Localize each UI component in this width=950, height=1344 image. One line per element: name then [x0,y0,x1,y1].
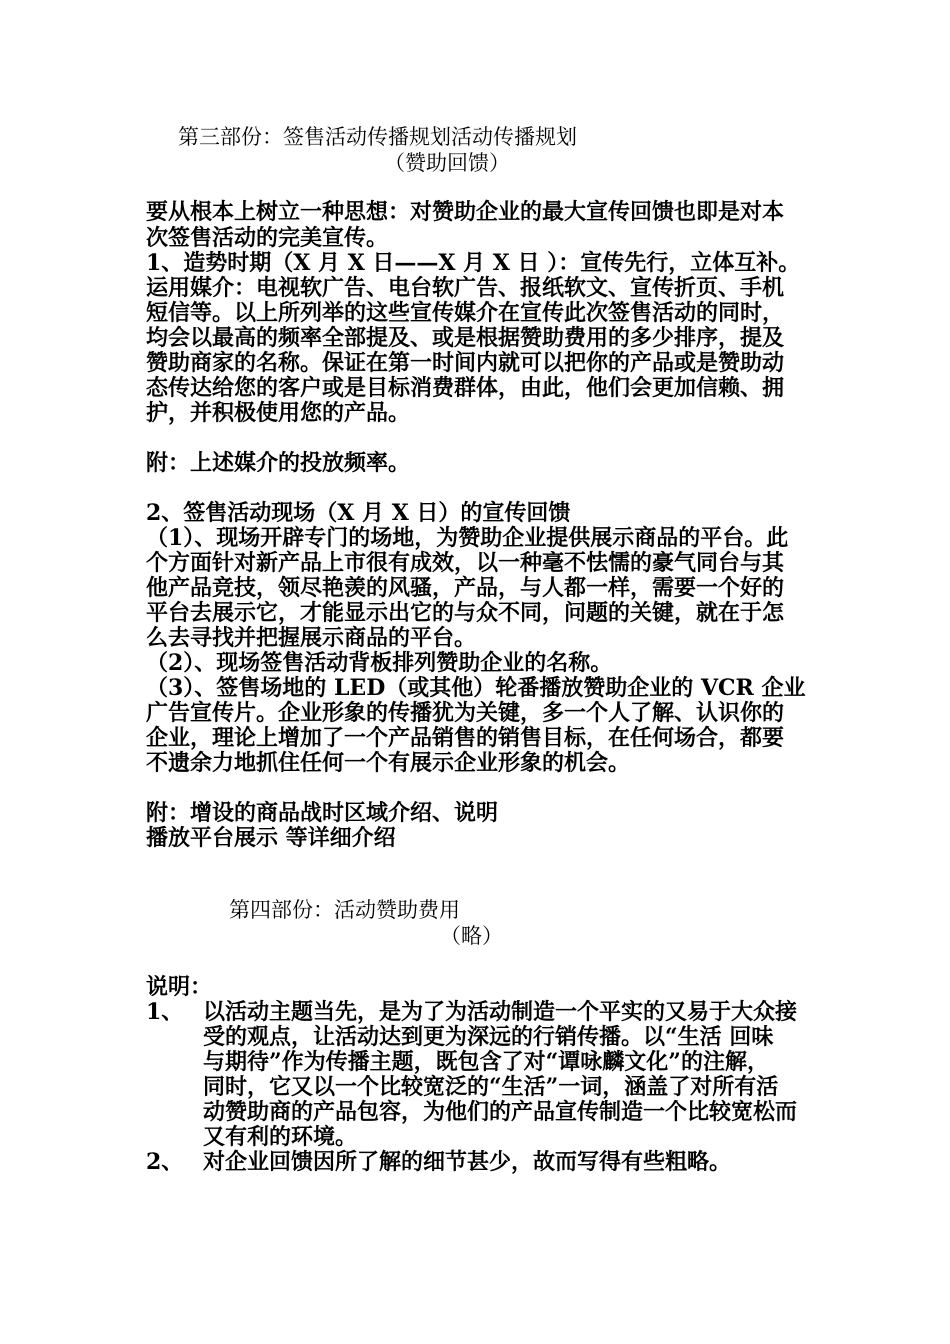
body-line: 1、造势时期（X 月 X 日——X 月 X 日 ）：宣传先行，立体互补。 [146,250,801,276]
body-line: 态传达给您的客户或是目标消费群体，由此，他们会更加信赖、拥 [146,375,785,401]
body-line: （1）、现场开辟专门的场地，为赞助企业提供展示商品的平台。此 [146,525,789,551]
body-line: 次签售活动的完美宣传。 [146,225,389,251]
list-item-line: 对企业回馈因所了解的细节甚少，故而写得有些粗略。 [203,1149,732,1175]
body-line: 运用媒介：电视软广告、电台软广告、报纸软文、宣传折页、手机 [146,275,785,301]
body-line: 不遗余力地抓住任何一个有展示企业形象的机会。 [146,750,631,776]
part4-title: 第四部份：活动赞助费用 [229,898,460,922]
note-label: 说明： [146,974,213,1000]
body-line: 企业，理论上增加了一个产品销售的销售目标，在任何场合，都要 [146,725,785,751]
body-line: 赞助商家的名称。保证在第一时间内就可以把你的产品或是赞助动 [146,350,785,376]
body-line: 要从根本上树立一种思想：对赞助企业的最大宣传回馈也即是对本 [146,199,785,225]
body-line: 2、签售活动现场（X 月 X 日）的宣传回馈 [146,500,571,526]
body-line: 么去寻找并把握展示商品的平台。 [146,625,477,651]
body-line: （3）、签售场地的 LED（或其他）轮番播放赞助企业的 VCR 企业 [146,675,806,701]
list-item-line: 与期待”作为传播主题，既包含了对“谭咏麟文化”的注解， [203,1049,769,1075]
list-item-number: 2、 [146,1149,184,1175]
part3-title: 第三部份：签售活动传播规划活动传播规划 [178,125,577,149]
list-item-line: 同时，它又以一个比较宽泛的“生活”一词，涵盖了对所有活 [203,1074,779,1100]
list-item-number: 1、 [146,999,184,1025]
body-line: 短信等。以上所列举的这些宣传媒介在宣传此次签售活动的同时， [146,300,785,326]
body-line: 平台去展示它，才能显示出它的与众不同，问题的关键，就在于怎 [146,600,785,626]
body-line: 播放平台展示 等详细介绍 [146,825,396,851]
body-line: （2）、现场签售活动背板排列赞助企业的名称。 [146,650,613,676]
body-line: 广告宣传片。企业形象的传播犹为关键，多一个人了解、认识你的 [146,700,785,726]
body-line: 附：上述媒介的投放频率。 [146,450,411,476]
body-line: 个方面针对新产品上市很有成效，以一种毫不怯懦的豪气同台与其 [146,550,785,576]
body-line: 护，并积极使用您的产品。 [146,400,411,426]
part3-subtitle: （赞助回馈） [384,151,510,175]
body-line: 均会以最高的频率全部提及、或是根据赞助费用的多少排序，提及 [146,325,785,351]
list-item-line: 受的观点，让活动达到更为深远的行销传播。以“生活 回味 [203,1024,774,1050]
body-line: 他产品竞技，领尽艳羡的风骚，产品，与人都一样，需要一个好的 [146,575,785,601]
list-item-line: 动赞助商的产品包容，为他们的产品宣传制造一个比较宽松而 [203,1099,798,1125]
body-line: 附：增设的商品战时区域介绍、说明 [146,800,499,826]
list-item-line: 以活动主题当先，是为了为活动制造一个平实的又易于大众接 [203,999,798,1025]
part4-subtitle: （略） [440,924,503,948]
list-item-line: 又有利的环境。 [203,1124,358,1150]
